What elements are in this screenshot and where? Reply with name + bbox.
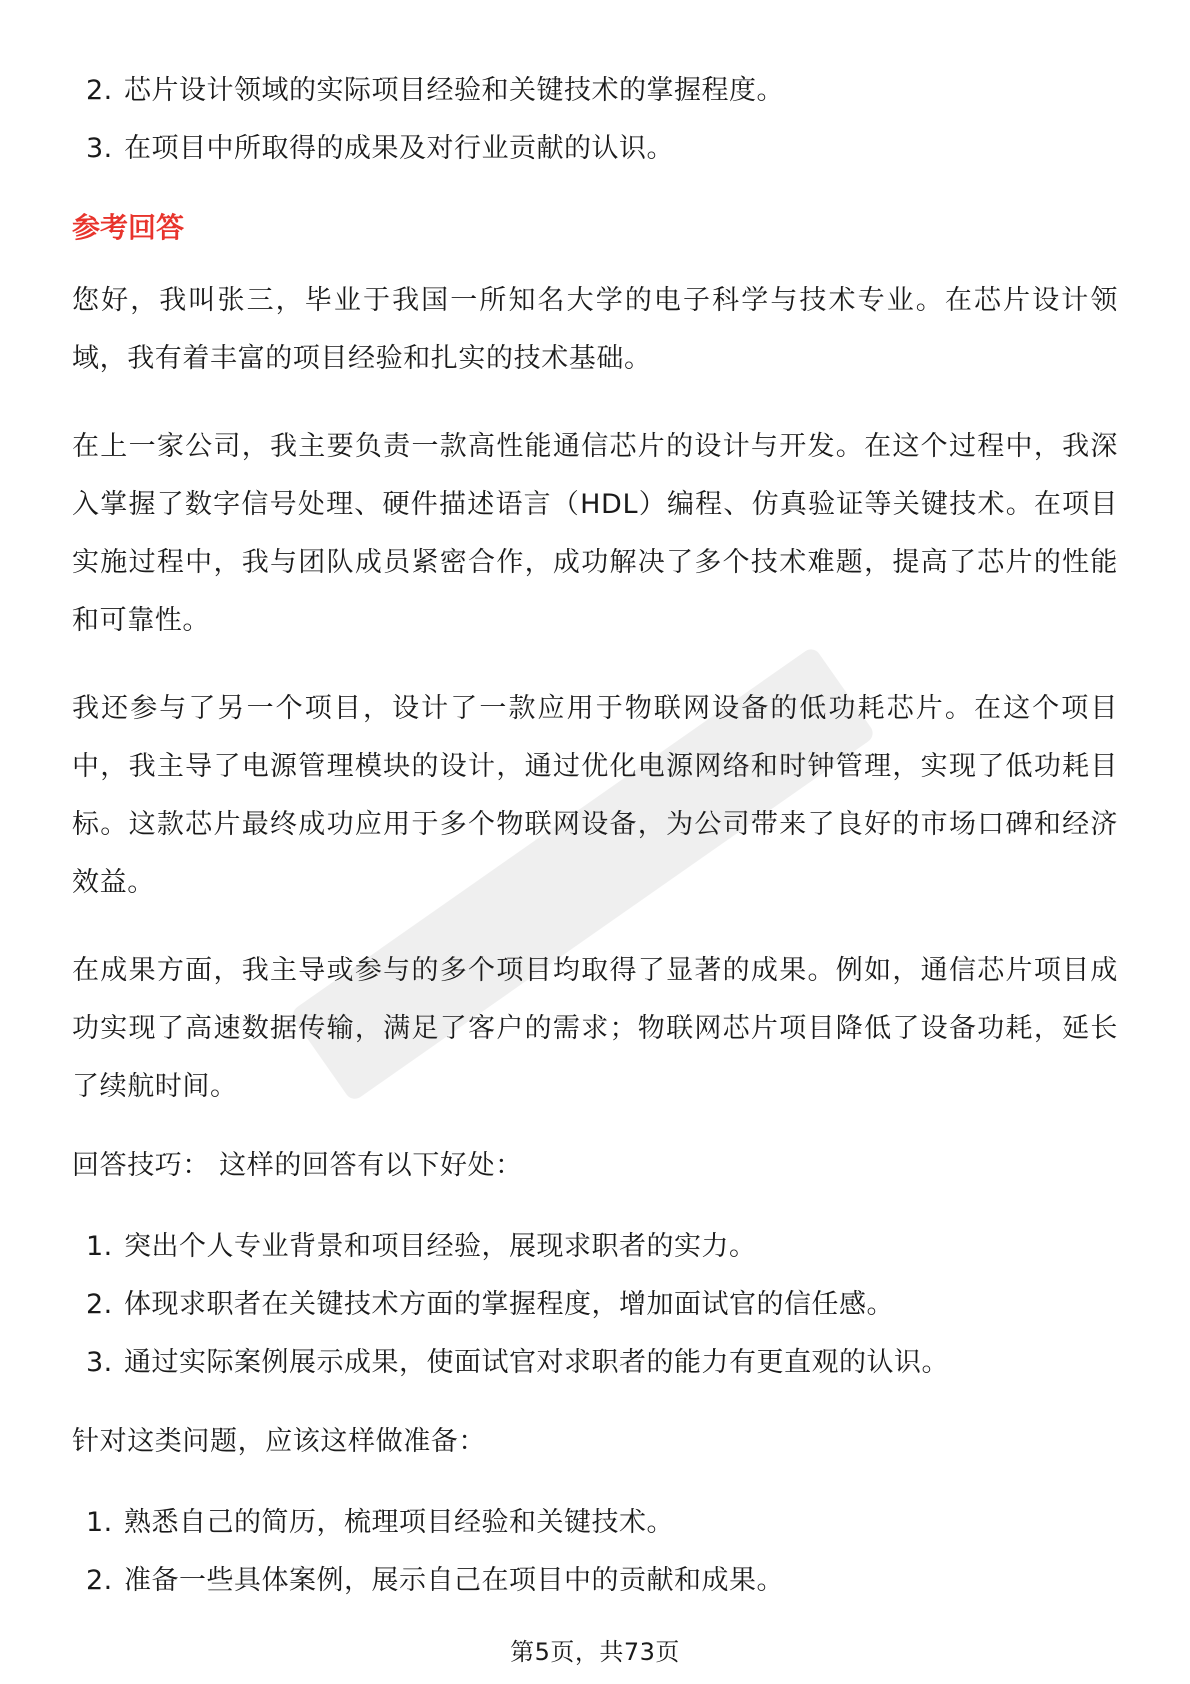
list-text: 突出个人专业背景和项目经验，展现求职者的实力。 — [124, 1231, 757, 1262]
answer-paragraph: 我还参与了另一个项目，设计了一款应用于物联网设备的低功耗芯片。在这个项目中，我主导了电源管理模块的设计，通过优化电源网络和时钟管理，实现了低功耗目标。这款芯片最终成功应用于多个物联网设备，为公司带来了良好的市场口碑和经济效益。 — [72, 693, 1118, 898]
list-number: 1. — [86, 1507, 113, 1538]
list-number: 2. — [86, 75, 113, 106]
content-area — [72, 62, 1118, 1610]
answer-paragraph: 在成果方面，我主导或参与的多个项目均取得了显著的成果。例如，通信芯片项目成功实现了高速数据传输，满足了客户的需求；物联网芯片项目降低了设备功耗，延长了续航时间。 — [72, 955, 1118, 1102]
list-number: 2. — [86, 1565, 113, 1596]
tips-numbered-list — [72, 1218, 1118, 1392]
tips-intro: 回答技巧： 这样的回答有以下好处： — [72, 1150, 523, 1181]
prep-intro: 针对这类问题，应该这样做准备： — [72, 1426, 486, 1457]
list-number: 3. — [86, 133, 113, 164]
answer-paragraph: 您好，我叫张三，毕业于我国一所知名大学的电子科学与技术专业。在芯片设计领域，我有着丰富的项目经验和扎实的技术基础。 — [72, 285, 1118, 374]
list-text: 通过实际案例展示成果，使面试官对求职者的能力有更直观的认识。 — [124, 1347, 949, 1378]
list-item — [72, 1334, 1118, 1392]
list-text: 熟悉自己的简历，梳理项目经验和关键技术。 — [124, 1507, 674, 1538]
top-numbered-list — [72, 62, 1118, 178]
list-item — [72, 1218, 1118, 1276]
reference-answer-heading: 参考回答 — [72, 211, 185, 244]
list-text: 在项目中所取得的成果及对行业贡献的认识。 — [124, 133, 674, 164]
list-text: 准备一些具体案例，展示自己在项目中的贡献和成果。 — [124, 1565, 784, 1596]
prep-numbered-list — [72, 1494, 1118, 1610]
list-item — [72, 1494, 1118, 1552]
list-item — [72, 120, 1118, 178]
list-item — [72, 1552, 1118, 1610]
list-item — [72, 1276, 1118, 1334]
page-footer: 第5页，共73页 — [510, 1638, 680, 1666]
list-text: 体现求职者在关键技术方面的掌握程度，增加面试官的信任感。 — [124, 1289, 894, 1320]
answer-paragraph: 在上一家公司，我主要负责一款高性能通信芯片的设计与开发。在这个过程中，我深入掌握了数字信号处理、硬件描述语言（HDL）编程、仿真验证等关键技术。在项目实施过程中，我与团队成员紧密合作，成功解决了多个技术难题，提高了芯片的性能和可靠性。 — [72, 431, 1118, 636]
list-number: 2. — [86, 1289, 113, 1320]
list-item — [72, 62, 1118, 120]
list-text: 芯片设计领域的实际项目经验和关键技术的掌握程度。 — [124, 75, 784, 106]
list-number: 3. — [86, 1347, 113, 1378]
list-number: 1. — [86, 1231, 113, 1262]
